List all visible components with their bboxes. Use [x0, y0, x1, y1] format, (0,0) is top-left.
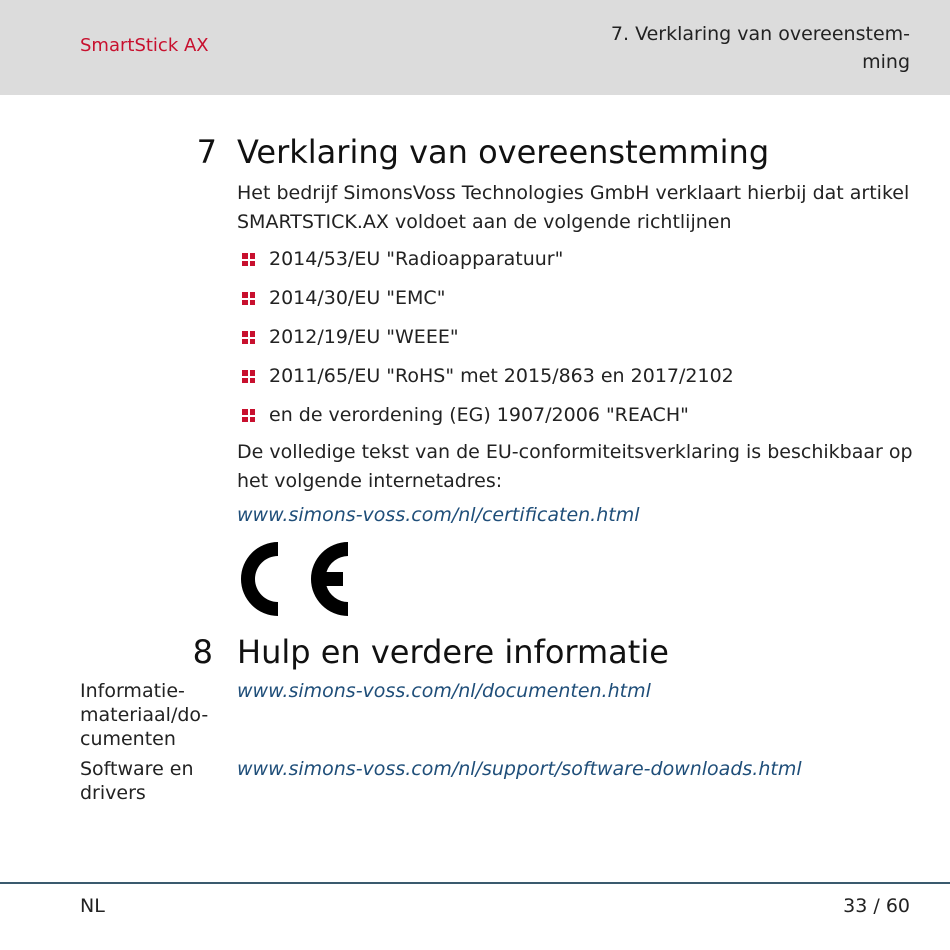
section-7-intro: Het bedrijf SimonsVoss Technologies GmbH verklaart hierbij dat artikel SMARTSTICK.AX voldoet aan de volgende richtlijnen [237, 182, 910, 233]
footer-language: NL [80, 895, 105, 917]
list-item [240, 362, 734, 401]
software-label-line-2: drivers [80, 782, 146, 804]
red-square-grid-icon [242, 331, 255, 344]
info-material-label-line-3: cumenten [80, 728, 176, 750]
page-number: 33 / 60 [843, 895, 910, 917]
page-header [0, 0, 950, 95]
section-7-outro: De volledige tekst van de EU-conformiteitsverklaring is beschikbaar op het volgende internetadres: [237, 441, 913, 492]
running-title-line-1: 7. Verklaring van overeenstem- [610, 23, 910, 45]
list-item-text: 2012/19/EU "WEEE" [269, 326, 459, 348]
section-8-number: 8 [192, 633, 213, 671]
brand-name: SmartStick AX [80, 35, 209, 56]
info-material-label-line-2: materiaal/do- [80, 704, 209, 726]
list-item-text: 2014/30/EU "EMC" [269, 287, 446, 309]
red-square-grid-icon [242, 292, 255, 305]
list-item [240, 401, 734, 440]
software-label [80, 757, 230, 805]
software-label-line-1: Software en [80, 758, 194, 780]
running-title-line-2: ming [862, 51, 910, 73]
red-square-grid-icon [242, 253, 255, 266]
red-square-grid-icon [242, 370, 255, 383]
red-square-grid-icon [242, 409, 255, 422]
directive-list [240, 245, 734, 440]
section-8-title: Hulp en verdere informatie [237, 633, 669, 671]
list-item-text: en de verordening (EG) 1907/2006 "REACH" [269, 404, 689, 426]
info-material-label [80, 679, 230, 751]
ce-mark-c [241, 542, 278, 616]
list-item [240, 245, 734, 284]
ce-mark-logo [237, 538, 427, 620]
running-title [570, 20, 910, 76]
section-7-title: Verklaring van overeenstemming [237, 133, 770, 171]
documents-link[interactable]: www.simons-voss.com/nl/documenten.html [237, 680, 651, 702]
info-material-label-line-1: Informatie- [80, 680, 185, 702]
certificates-link[interactable]: www.simons-voss.com/nl/certificaten.html [237, 504, 640, 526]
software-downloads-link[interactable]: www.simons-voss.com/nl/support/software-downloads.html [237, 758, 802, 780]
list-item [240, 323, 734, 362]
ce-mark-e [311, 542, 348, 616]
section-7-number: 7 [196, 133, 217, 171]
list-item [240, 284, 734, 323]
list-item-text: 2011/65/EU "RoHS" met 2015/863 en 2017/2102 [269, 365, 734, 387]
list-item-text: 2014/53/EU "Radioapparatuur" [269, 248, 564, 270]
footer-divider [0, 882, 950, 884]
